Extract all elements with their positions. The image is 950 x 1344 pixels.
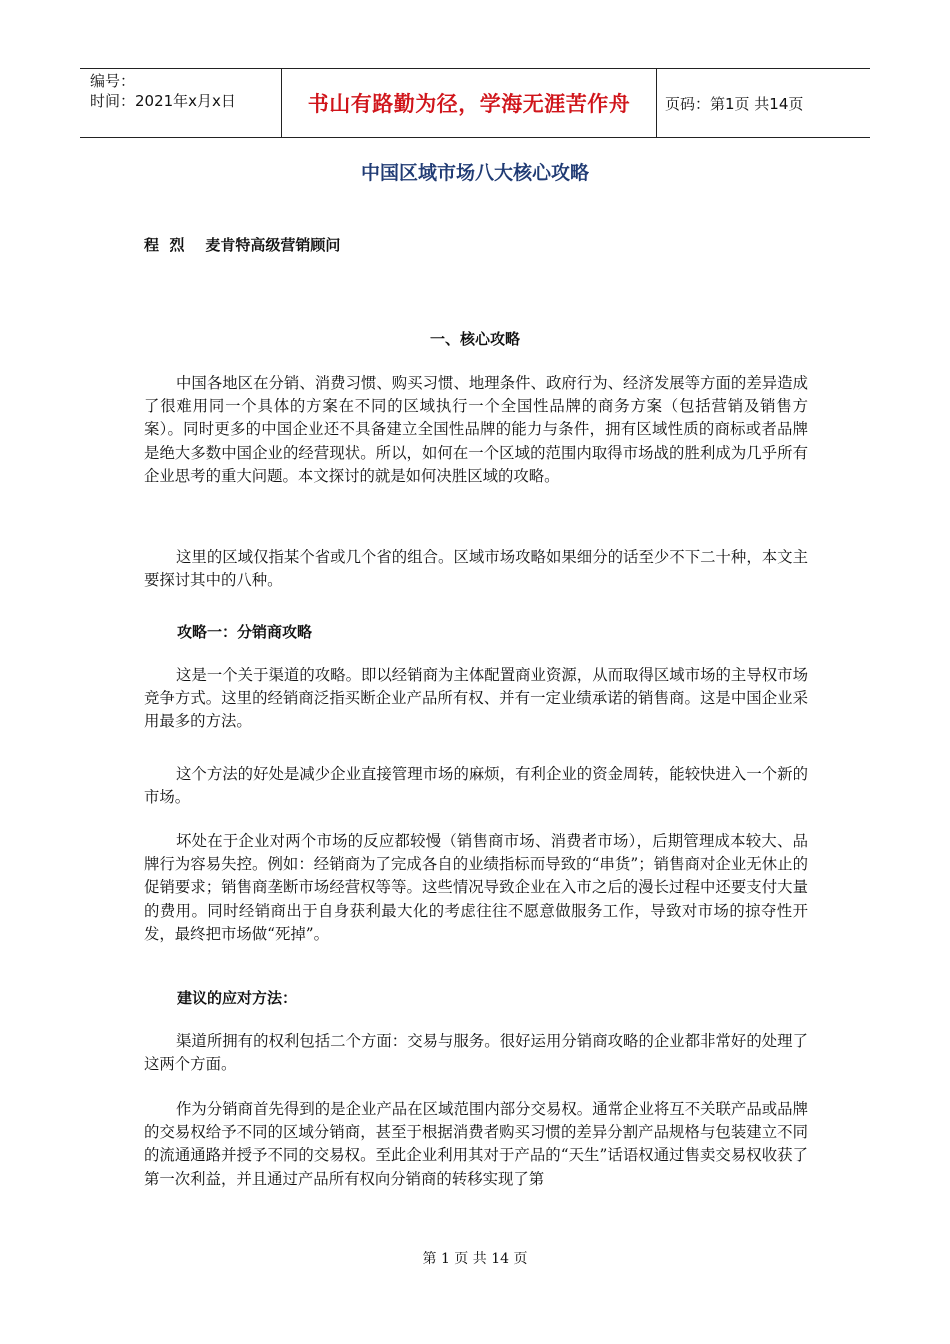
header-page-cell [657,69,870,137]
paragraph-rights: 渠道所拥有的权利包括二个方面：交易与服务。很好运用分销商攻略的企业都非常好的处理了这两个方面。 [144,1032,808,1074]
paragraph-drawback: 坏处在于企业对两个市场的反应都较慢（销售商市场、消费者市场），后期管理成本较大、品牌行为容易失控。例如：经销商为了完成各自的业绩指标而导致的“串货”；销售商对企业无休止的促销要求；销售商垄断市场经营权等等。这些情况导致企业在入市之后的漫长过程中还要支付大量的费用。同时经销商出于自身获利最大化的考虑往往不愿意做服务工作，导致对市场的掠夺性开发，最终把市场做“死掉”。 [144,832,808,943]
author-line: 程 烈 麦肯特高级营销顾问 [144,236,341,254]
motto-text: 书山有路勤为径，学海无涯苦作舟 [307,92,631,116]
paragraph-scope: 这里的区域仅指某个省或几个省的组合。区域市场攻略如果细分的话至少不下二十种，本文主要探讨其中的八种。 [144,548,808,590]
page-footer: 第 1 页 共 14 页 [422,1251,528,1267]
document-title: 中国区域市场八大核心攻略 [360,162,589,184]
paragraph-benefit: 这个方法的好处是减少企业直接管理市场的麻烦，有利企业的资金周转，能较快进入一个新的市场。 [144,765,808,807]
header-meta-cell [80,69,282,137]
header-motto-cell [282,69,657,137]
paragraph-channel: 这是一个关于渠道的攻略。即以经销商为主体配置商业资源，从而取得区域市场的主导权市场竞争方式。这里的经销商泛指买断企业产品所有权、并有一定业绩承诺的销售商。这是中国企业采用最多的方法。 [144,666,808,731]
date-label: 时间：2021年x月x日 [90,92,236,110]
subhead-strategy-one: 攻略一：分销商攻略 [177,623,313,641]
paragraph-intro: 中国各地区在分销、消费习惯、购买习惯、地理条件、政府行为、经济发展等方面的差异造成了很难用同一个具体的方案在不同的区域执行一个全国性品牌的商务方案（包括营销及销售方案）。同时更多的中国企业还不具备建立全国性品牌的能力与条件，拥有区域性质的商标或者品牌是绝大多数中国企业的经营现状。所以，如何在一个区域的范围内取得市场战的胜利成为几乎所有企业思考的重大问题。本文探讨的就是如何决胜区域的攻略。 [144,374,808,485]
number-label: 编号： [90,72,136,90]
subhead-suggestion: 建议的应对方法： [177,989,298,1007]
header-table [80,68,870,138]
paragraph-distributor: 作为分销商首先得到的是企业产品在区域范围内部分交易权。通常企业将互不关联产品或品牌的交易权给予不同的区域分销商，甚至于根据消费者购买习惯的差异分割产品规格与包装建立不同的流通通路并授予不同的交易权。至此企业利用其对于产品的“天生”话语权通过售卖交易权收获了第一次利益，并且通过产品所有权向分销商的转移实现了第 [144,1100,808,1188]
section-heading: 一、核心攻略 [429,330,520,348]
page-info: 页码：第1页 共14页 [665,94,804,113]
